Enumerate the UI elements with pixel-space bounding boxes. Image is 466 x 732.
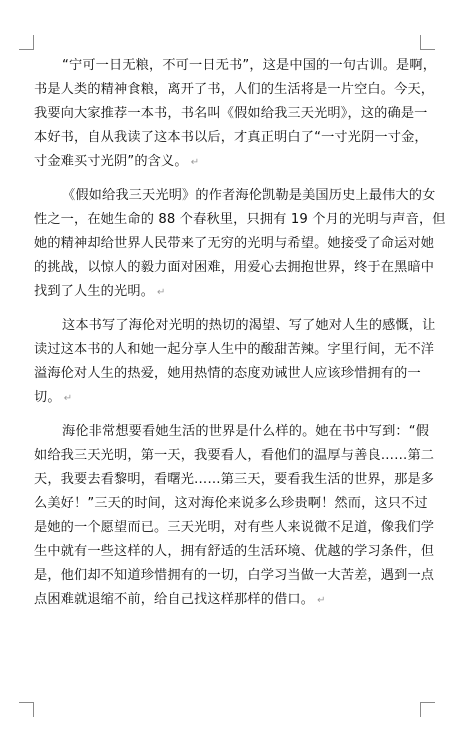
text-line: 生中就有一些这样的人，拥有舒适的生活环境、优越的学习条件，但 (34, 544, 435, 559)
paragraph-1 (34, 54, 437, 174)
text-line-content: 寸金难买寸光阴”的含义。 (34, 154, 188, 169)
text-line-content: 找到了人生的光明。 (34, 284, 155, 299)
crop-mark-top-left (19, 35, 34, 50)
text-line: 是她的一个愿望而已。三天光明，对有些人来说微不足道，像我们学 (34, 520, 435, 535)
document-body[interactable] (34, 54, 446, 622)
paragraph-2 (34, 184, 446, 304)
text-line: 她的精神却给世界人民带来了无穷的光明与希望。她接受了命运对她 (34, 236, 435, 251)
text-line-last (34, 588, 420, 612)
text-line: 是，他们却不知道珍惜拥有的一切，白学习当做一大苦差，遇到一点 (34, 568, 435, 583)
text-line-content: 切。 (34, 390, 61, 405)
paragraph-mark-icon: ↵ (190, 157, 200, 168)
crop-mark-bottom-right (420, 702, 435, 717)
text-line: 性之一，在她生命的 88 个春秋里，只拥有 19 个月的光明与声音，但 (34, 212, 446, 227)
text-line: 我要向大家推荐一本书，书名叫《假如给我三天光明》，这的确是一 (34, 106, 428, 121)
text-line: 天，我要去看黎明，看曙光……第三天，要看我生活的世界，那是多 (34, 472, 435, 487)
text-line-content: 点困难就退缩不前，给自己找这样那样的借口。 (34, 592, 315, 607)
paragraph-4 (34, 420, 435, 612)
paragraph-mark-icon: ↵ (157, 287, 166, 298)
text-line: 海伦非常想要看她生活的世界是什么样的。她在书中写到：“假 (62, 424, 430, 439)
crop-mark-bottom-left (19, 702, 34, 717)
text-line: 溢海伦对人生的热爱，她用热情的态度劝诫世人应该珍惜拥有的一 (34, 366, 421, 381)
text-line-last (34, 150, 420, 174)
text-line: 书是人类的精神食粮，离开了书，人们的生活将是一片空白。今天， (34, 82, 435, 97)
text-line: 么美好！”三天的时间，这对海伦来说多么珍贵啊！然而，这只不过 (34, 496, 428, 511)
text-line: 本好书，自从我读了这本书以后，才真正明白了“一寸光阴一寸金， (34, 130, 428, 145)
paragraph-mark-icon: ↵ (317, 595, 326, 606)
paragraph-mark-icon: ↵ (63, 393, 73, 404)
text-line: 读过这本书的人和她一起分享人生中的酸甜苦辣。字里行间，无不洋 (34, 342, 435, 357)
crop-mark-top-right (420, 35, 435, 50)
text-line-last (34, 280, 420, 304)
text-line: 这本书写了海伦对光明的热切的渴望、写了她对人生的感慨，让 (62, 318, 436, 333)
text-line: “宁可一日无粮，不可一日无书”，这是中国的一句古训。是啊， (62, 58, 437, 73)
text-line-last (34, 386, 420, 410)
paragraph-3 (34, 314, 436, 410)
text-line: 《假如给我三天光明》的作者海伦凯勒是美国历史上最伟大的女 (62, 188, 436, 203)
text-line: 的挑战，以惊人的毅力面对困难，用爱心去拥抱世界，终于在黑暗中 (34, 260, 435, 275)
text-line: 如给我三天光明，第一天，我要看人，看他们的温厚与善良……第二 (34, 448, 435, 463)
